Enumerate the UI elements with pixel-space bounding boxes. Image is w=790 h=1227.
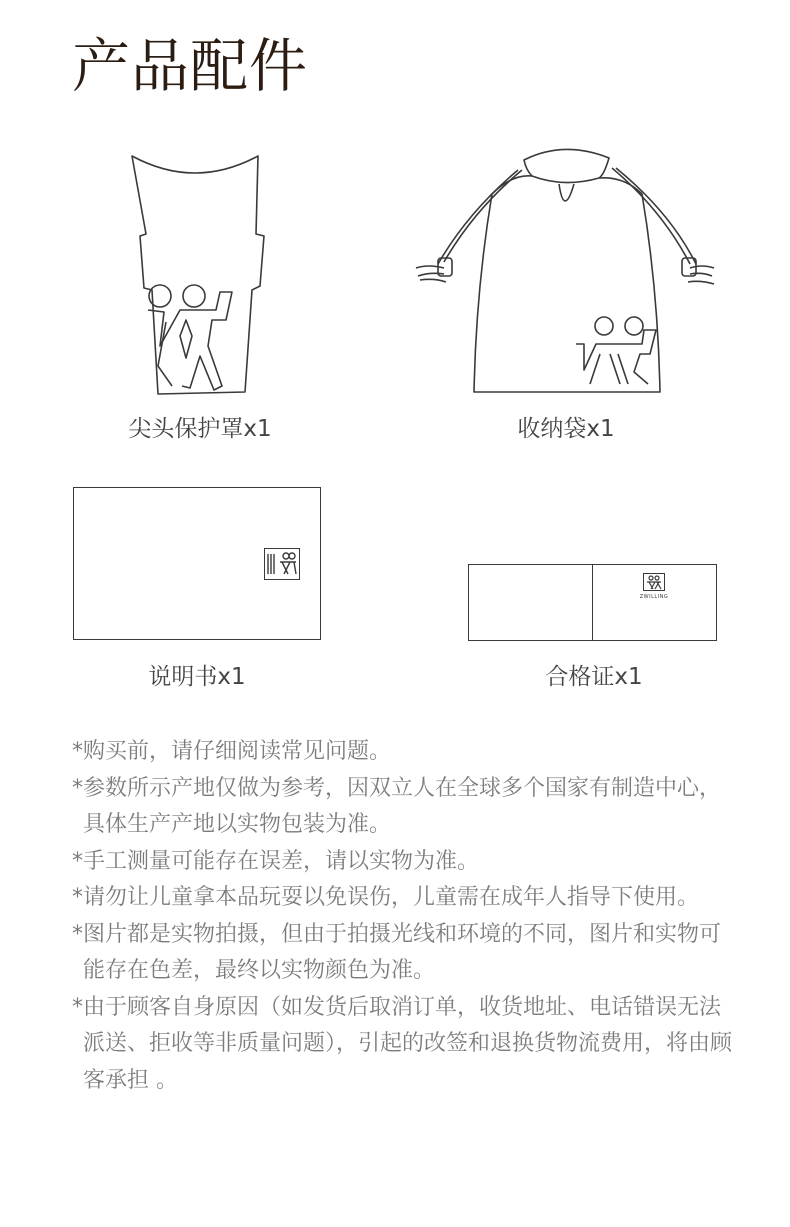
note-item: *购买前，请仔细阅读常见问题。 (72, 739, 392, 764)
certificate-illustration (468, 564, 717, 641)
zwilling-logo-icon (264, 548, 300, 580)
accessory-label: 尖头保护罩x1 (128, 416, 272, 442)
accessory-label: 合格证x1 (545, 664, 643, 690)
note-item: *请勿让儿童拿本品玩耍以免误伤，儿童需在成年人指导下使用。 (72, 885, 700, 910)
notes-section (72, 734, 732, 1099)
note-item: *手工测量可能存在误差，请以实物为准。 (72, 848, 480, 874)
accessory-label: 说明书x1 (148, 664, 246, 690)
note-item: *由于顾客自身原因（如发货后取消订单，收货地址、电话错误无法派送、拒收等非质量问题），引起的改签和退换货物流费用，将由顾客承担 。 (72, 994, 733, 1093)
manual-illustration (73, 487, 321, 640)
note-item: *图片都是实物拍摄，但由于拍摄光线和环境的不同，图片和实物可能存在色差，最终以实物颜色为准。 (72, 921, 722, 983)
zwilling-logo-icon (643, 573, 665, 591)
accessory-label: 收纳袋x1 (517, 416, 615, 442)
storage-bag-illustration (414, 140, 720, 395)
brand-logo-text: ZWILLING (639, 594, 669, 600)
tip-guard-illustration (120, 150, 270, 400)
page-title: 产品配件 (72, 32, 309, 100)
note-item: *参数所示产地仅做为参考，因双立人在全球多个国家有制造中心，具体生产产地以实物包装为准。 (72, 775, 722, 837)
